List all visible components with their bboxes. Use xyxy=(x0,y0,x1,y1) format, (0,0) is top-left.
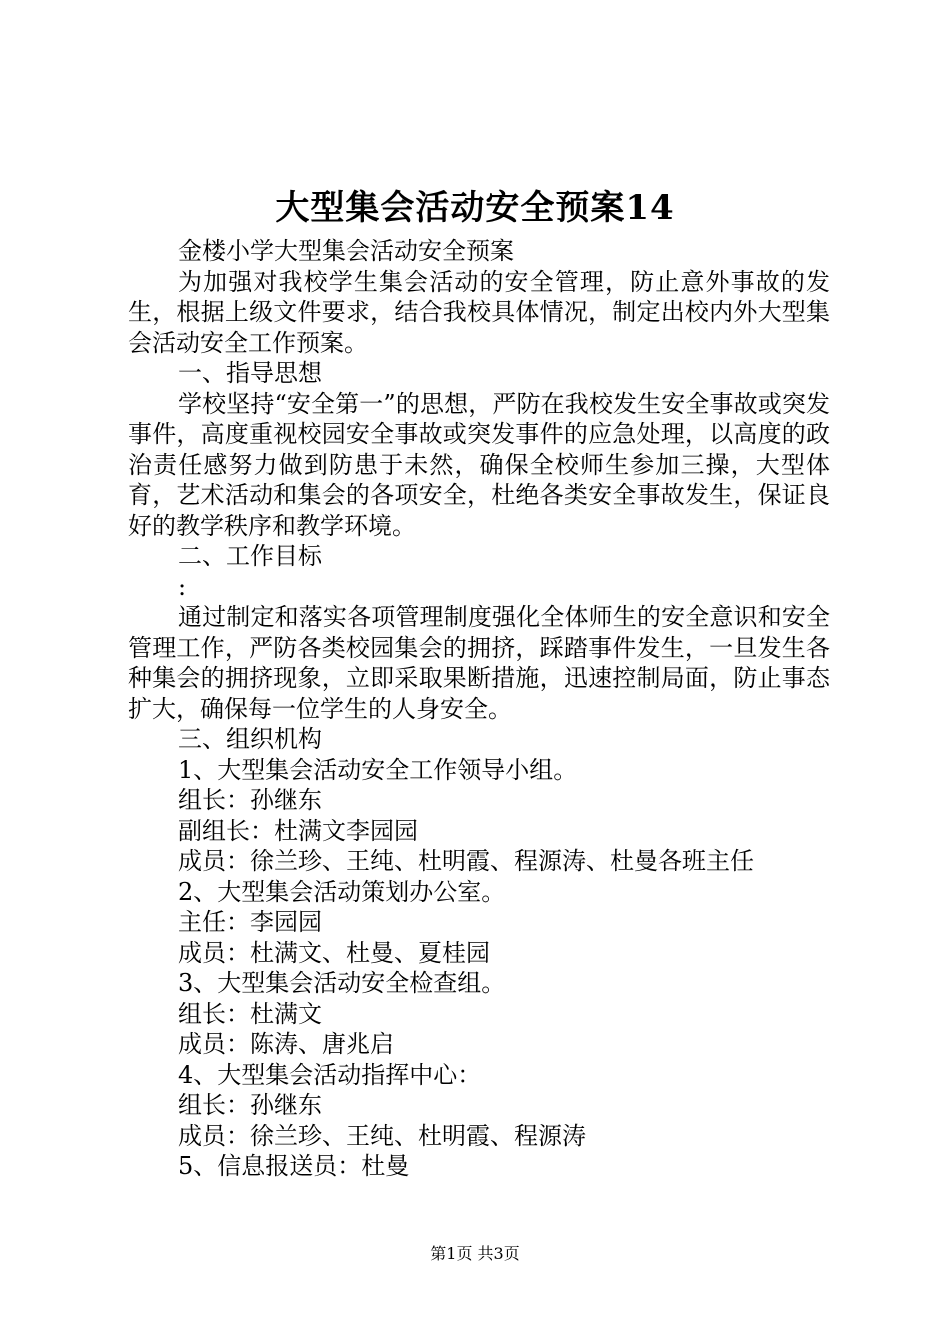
document-subtitle: 金楼小学大型集会活动安全预案 xyxy=(178,237,514,265)
document-title: 大型集会活动安全预案14 xyxy=(275,188,675,228)
org-line: 1、大型集会活动安全工作领导小组。 xyxy=(178,755,578,784)
org-line: 组长：杜满文 xyxy=(178,999,322,1028)
work-goal-colon: : xyxy=(178,572,187,601)
org-line: 成员：陈涛、唐兆启 xyxy=(178,1030,394,1058)
document-body xyxy=(128,236,830,1182)
work-goal-paragraph: 通过制定和落实各项管理制度强化全体师生的安全意识和安全管理工作，严防各类校园集会的拥挤，踩踏事件发生，一旦发生各种集会的拥挤现象，立即采取果断措施，迅速控制局面，防止事态扩大，确保每一位学生的人身安全。 xyxy=(128,603,830,723)
intro-paragraph: 为加强对我校学生集会活动的安全管理，防止意外事故的发生，根据上级文件要求，结合我校具体情况，制定出校内外大型集会活动安全工作预案。 xyxy=(128,267,830,357)
page-footer: 第1页 共3页 xyxy=(430,1244,520,1263)
org-line: 2、大型集会活动策划办公室。 xyxy=(178,877,506,906)
org-line: 成员：杜满文、杜曼、夏桂园 xyxy=(178,938,490,967)
org-line: 5、信息报送员：杜曼 xyxy=(178,1152,410,1180)
org-line: 副组长：杜满文李园园 xyxy=(178,816,418,845)
org-line: 成员：徐兰珍、王纯、杜明霞、程源涛 xyxy=(178,1121,586,1150)
org-line: 成员：徐兰珍、王纯、杜明霞、程源涛、杜曼各班主任 xyxy=(178,847,754,875)
org-line: 组长：孙继东 xyxy=(178,1091,322,1119)
org-line: 3、大型集会活动安全检查组。 xyxy=(178,969,506,997)
section-heading-organization: 三、组织机构 xyxy=(178,725,322,753)
org-line: 4、大型集会活动指挥中心： xyxy=(178,1060,482,1089)
org-line: 组长：孙继东 xyxy=(178,786,322,814)
section-heading-guiding-thought: 一、指导思想 xyxy=(178,359,322,387)
guiding-thought-paragraph: 学校坚持“安全第一”的思想，严防在我校发生安全事故或突发事件，高度重视校园安全事故或突发事件的应急处理，以高度的政治责任感努力做到防患于未然，确保全校师生参加三操，大型体育，艺术活动和集会的各项安全，杜绝各类安全事故发生，保证良好的教学秩序和教学环境。 xyxy=(128,389,830,540)
section-heading-work-goal: 二、工作目标 xyxy=(178,542,322,570)
org-line: 主任：李园园 xyxy=(178,908,322,936)
